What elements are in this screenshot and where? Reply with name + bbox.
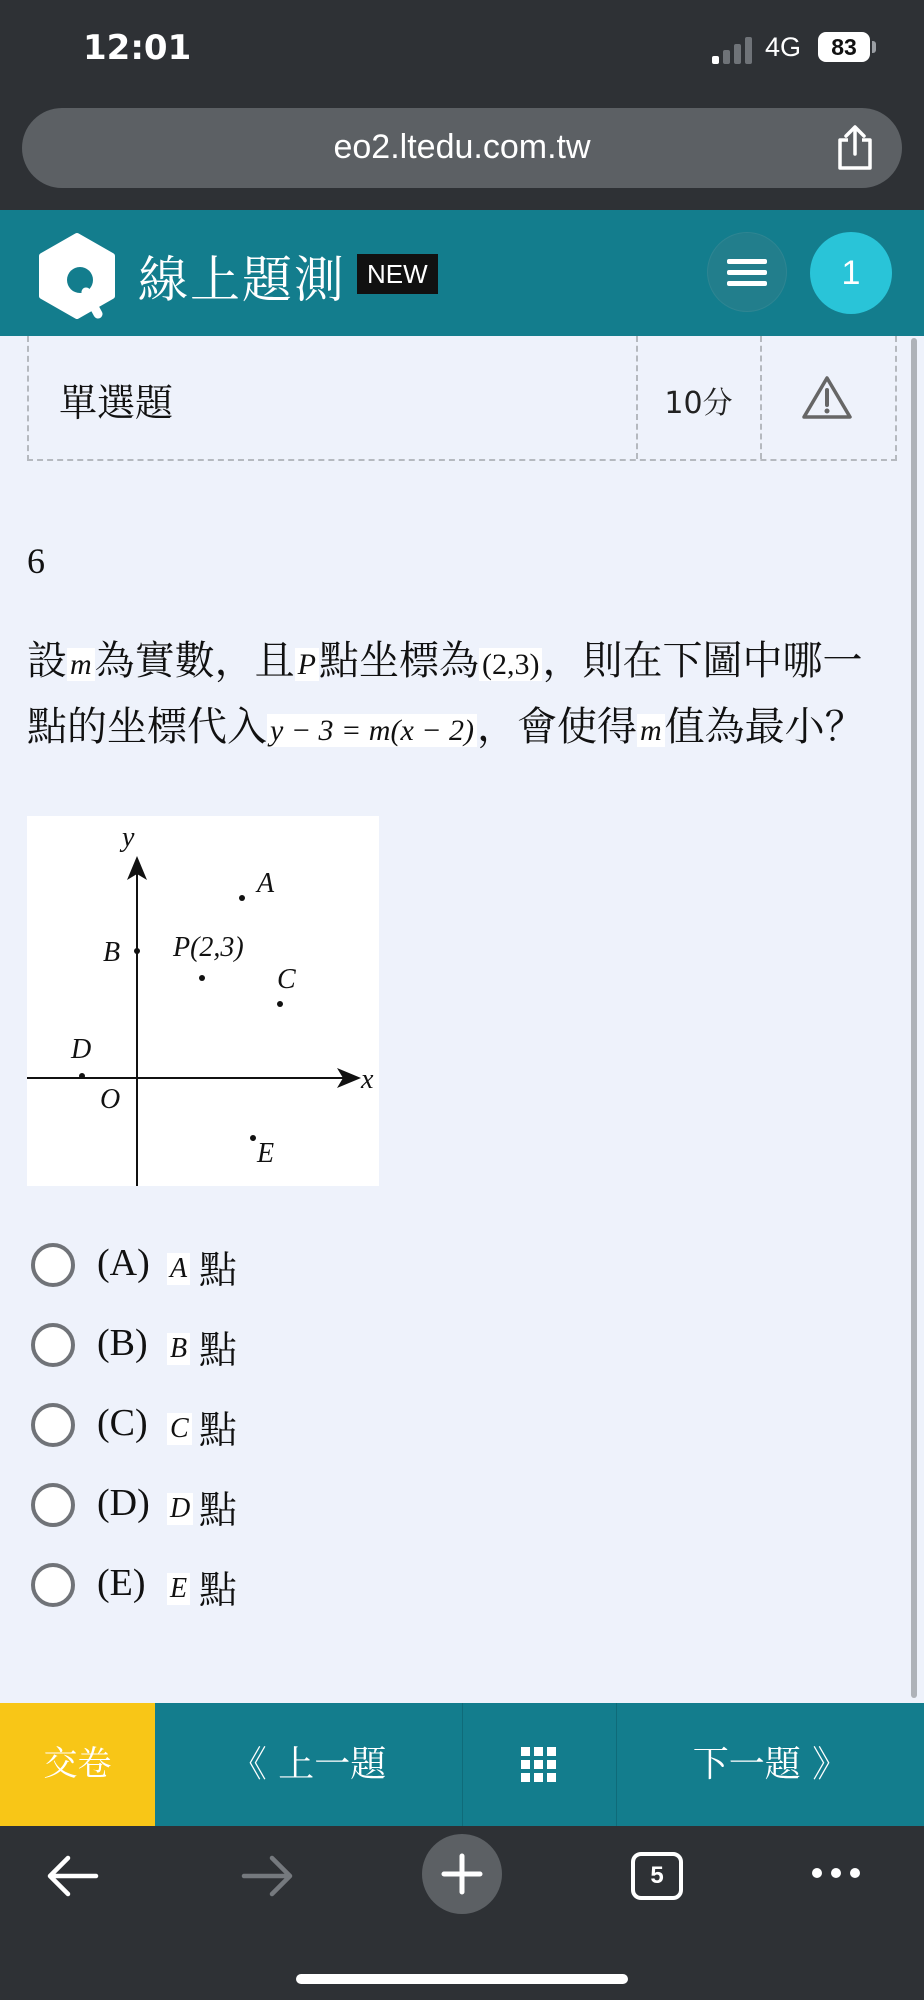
point-a-label: A [257,868,275,899]
forward-arrow-icon[interactable] [240,1852,296,1900]
network-type: 4G [765,32,802,62]
new-badge: NEW [357,254,438,294]
option-b[interactable] [27,1315,527,1375]
point-e-label: E [257,1138,275,1169]
logo-icon[interactable] [34,232,120,320]
question-text-part: 設 [27,638,67,684]
point-d-label: D [71,1034,92,1065]
option-d[interactable] [27,1475,527,1535]
app-header [0,210,924,336]
back-arrow-icon[interactable] [44,1852,100,1900]
point-e [250,1135,256,1141]
option-var: E [167,1573,190,1605]
grid-icon [521,1747,557,1783]
math-coord: (2,3) [479,648,542,681]
option-a[interactable] [27,1235,527,1295]
option-suffix: 點 [199,1488,238,1532]
menu-icon-line [727,281,767,286]
home-indicator [296,1974,628,1984]
question-text-part: ，會使得 [477,704,638,750]
browser-top-bar [0,0,924,210]
radio-button[interactable] [31,1483,75,1527]
origin-label: O [100,1084,121,1115]
radio-button[interactable] [31,1563,75,1607]
point-c-label: C [277,964,296,995]
option-suffix: 點 [199,1328,238,1372]
point-c [277,1001,283,1007]
option-var: A [167,1253,190,1285]
option-suffix: 點 [199,1568,238,1612]
question-text-part: ，則在下圖中哪一點的坐標代入 [27,638,863,750]
divider [760,336,762,459]
question-grid-button[interactable] [463,1703,617,1826]
radio-button[interactable] [31,1243,75,1287]
prev-question-button[interactable]: 《 上一題 [155,1703,463,1826]
app-title: 線上題測 [138,251,346,309]
tabs-button[interactable]: 5 [631,1852,683,1900]
option-suffix: 點 [199,1248,238,1292]
question-text-part: 為實數，且 [94,638,295,684]
option-var: C [167,1413,192,1445]
menu-button[interactable] [707,232,787,312]
point-b-label: B [103,937,121,968]
warning-icon[interactable] [801,374,853,420]
question-number: 6 [27,541,45,581]
question-info-row [27,336,897,461]
coordinate-figure [27,816,379,1186]
scrollbar[interactable] [911,338,917,1698]
option-e[interactable] [27,1555,527,1615]
url-text[interactable]: eo2.ltedu.com.tw [333,128,591,166]
signal-icon [712,36,754,64]
option-letter: (C) [97,1402,148,1444]
user-button[interactable]: 1 [810,232,892,314]
option-suffix: 點 [199,1408,238,1452]
new-tab-button[interactable] [422,1834,502,1914]
question-type: 單選題 [59,381,174,425]
status-time: 12:01 [83,28,192,68]
option-var: B [167,1333,190,1365]
url-bar[interactable] [22,108,902,188]
question-text-part: 點坐標為 [319,638,479,684]
option-letter: (E) [97,1562,146,1604]
menu-icon [727,259,767,264]
plus-icon [440,1852,484,1896]
menu-icon-line [727,270,767,275]
math-var-p: P [295,648,319,681]
y-axis-label: y [122,822,135,853]
submit-button[interactable]: 交卷 [0,1703,155,1826]
battery-icon: 83 [818,32,870,62]
math-equation: y − 3 = m(x − 2) [267,714,477,747]
math-var-m: m [67,648,95,681]
question-text-part: 值為最小？ [664,704,865,750]
option-c[interactable] [27,1395,527,1455]
share-icon[interactable] [832,124,878,172]
question-nav-bar [0,1703,924,1826]
option-letter: (B) [97,1322,148,1364]
battery-tip [872,41,876,53]
question-score: 10分 [664,386,733,421]
question-text [27,630,897,762]
next-question-button[interactable]: 下一題 》 [692,1744,849,1785]
option-letter: (A) [97,1242,150,1284]
option-letter: (D) [97,1482,150,1524]
point-d [79,1073,85,1079]
point-b [134,948,140,954]
radio-button[interactable] [31,1323,75,1367]
point-a [239,895,245,901]
radio-button[interactable] [31,1403,75,1447]
math-var-m: m [637,714,665,747]
point-p [199,975,205,981]
more-icon[interactable] [810,1866,862,1880]
point-p-label: P(2,3) [173,932,244,963]
option-var: D [167,1493,193,1525]
browser-toolbar [0,1826,924,2000]
x-axis-label: x [361,1064,374,1095]
